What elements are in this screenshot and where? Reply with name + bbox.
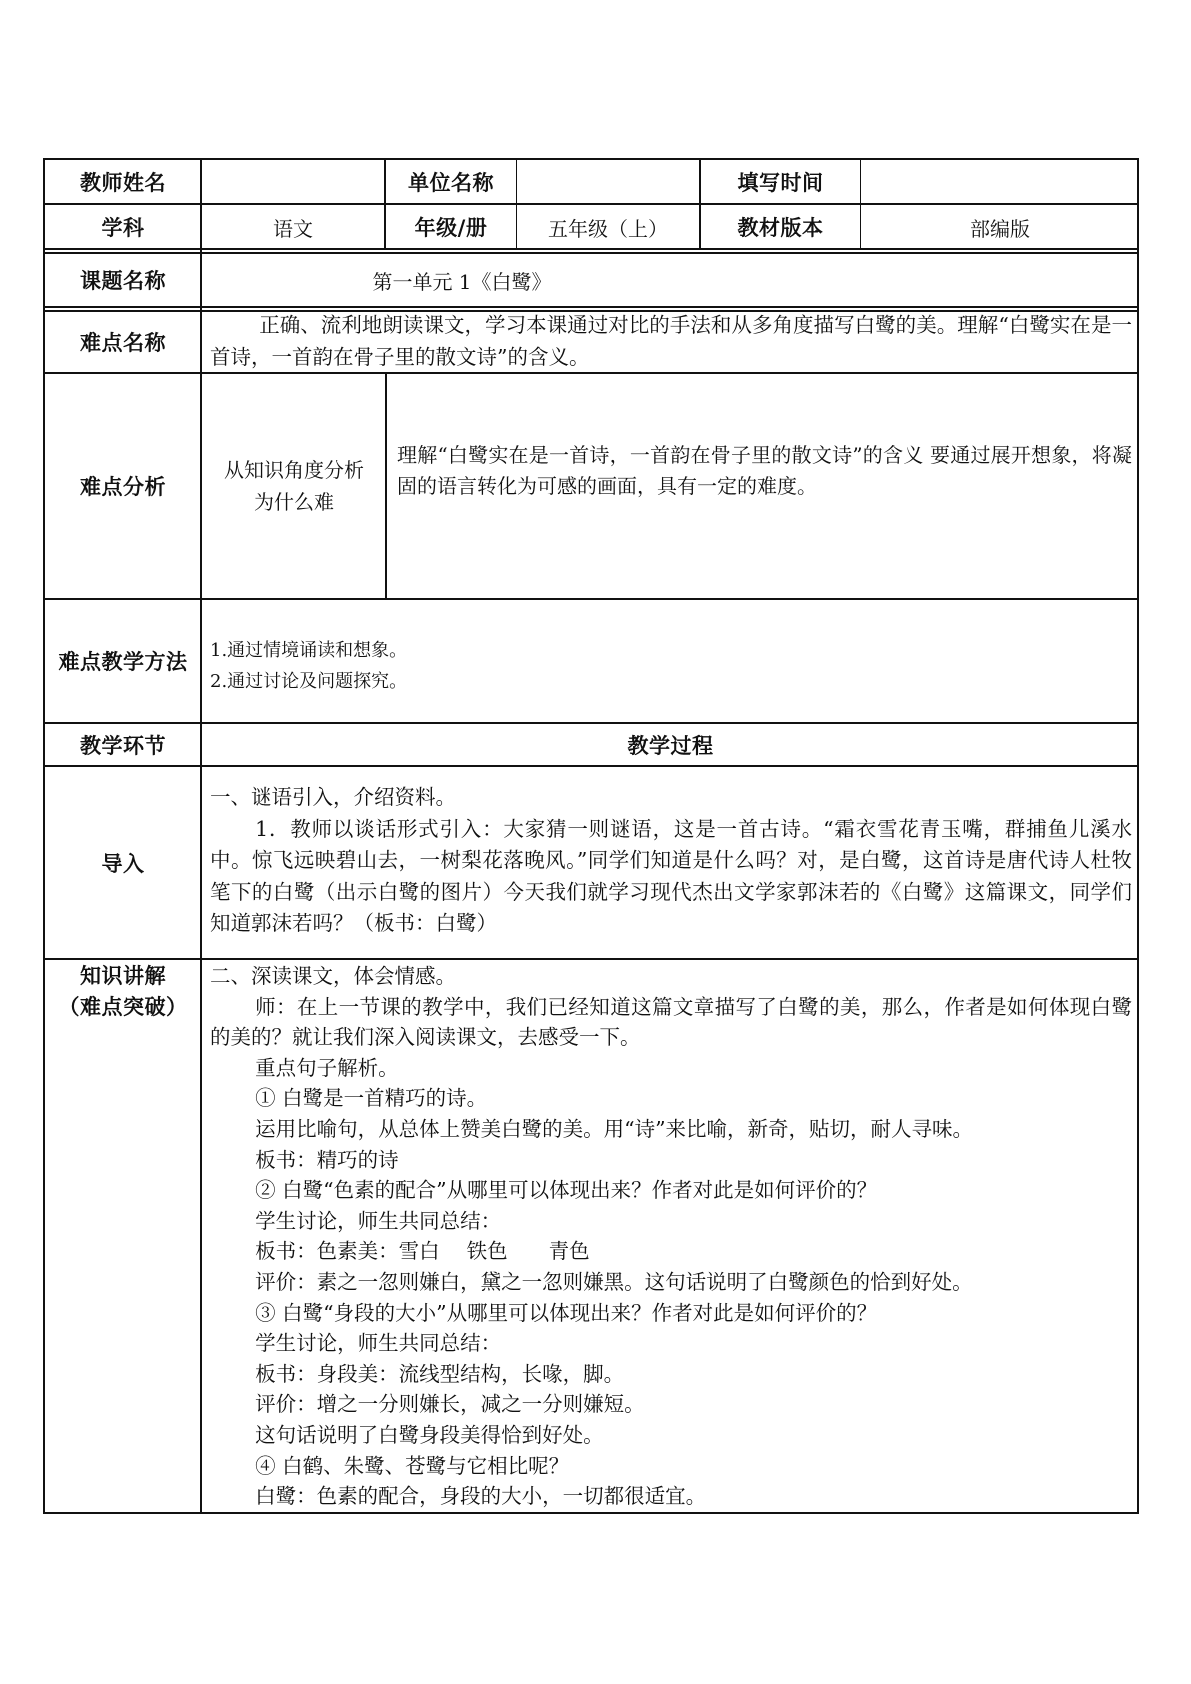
row-divider bbox=[45, 598, 1137, 600]
method-item: 1.通过情境诵读和想象。 bbox=[210, 640, 408, 661]
knowledge-line: 学生讨论，师生共同总结： bbox=[255, 1208, 502, 1233]
method-list bbox=[210, 635, 1110, 697]
topic-label: 课题名称 bbox=[80, 269, 166, 293]
row-divider bbox=[45, 765, 1137, 767]
subject-label: 学科 bbox=[101, 216, 145, 240]
analysis-label: 难点分析 bbox=[80, 475, 166, 499]
knowledge-line: 板书：精巧的诗 bbox=[255, 1147, 399, 1172]
knowledge-line: 评价：增之一分则嫌长，减之一分则嫌短。 bbox=[255, 1392, 645, 1417]
intro-content bbox=[210, 782, 1132, 940]
knowledge-title: 二、深读课文，体会情感。 bbox=[210, 964, 456, 988]
knowledge-line: ① 白鹭是一首精巧的诗。 bbox=[255, 1086, 488, 1111]
knowledge-content bbox=[210, 961, 1132, 1512]
grade-label: 年级/册 bbox=[414, 216, 488, 240]
analysis-text: 理解“白鹭实在是一首诗，一首韵在骨子里的散文诗”的含义 要通过展开想象，将凝固的语言转化为可感的画面，具有一定的难度。 bbox=[397, 443, 1132, 498]
analysis-sub-label: 从知识角度分析为什么难 bbox=[224, 458, 364, 514]
knowledge-line: 评价：素之一忽则嫌白，黛之一忽则嫌黑。这句话说明了白鹭颜色的恰到好处。 bbox=[255, 1269, 973, 1294]
knowledge-line: 这句话说明了白鹭身段美得恰到好处。 bbox=[255, 1422, 604, 1447]
column-divider bbox=[385, 372, 387, 598]
knowledge-line: ④ 白鹤、朱鹭、苍鹭与它相比呢？ bbox=[255, 1453, 570, 1478]
row-divider bbox=[45, 958, 1137, 960]
intro-label: 导入 bbox=[101, 851, 145, 876]
grade-value: 五年级（上） bbox=[548, 216, 668, 241]
subject-value: 语文 bbox=[273, 216, 313, 241]
knowledge-line: 板书：身段美：流线型结构，长喙，脚。 bbox=[255, 1361, 625, 1386]
row-divider bbox=[45, 306, 1137, 308]
edition-label: 教材版本 bbox=[737, 216, 824, 240]
fill-date-label: 填写时间 bbox=[737, 171, 824, 195]
unit-name-label: 单位名称 bbox=[408, 171, 494, 195]
intro-text: 1．教师以谈话形式引入：大家猜一则谜语，这是一首古诗。“霜衣雪花青玉嘴，群捕鱼儿溪水中。惊飞远映碧山去，一树梨花落晚风。”同学们知道是什么吗？对，是白鹭，这首诗是唐代诗人杜牧笔下的白鹭（出示白鹭的图片）今天我们就学习现代杰出文学家郭沫若的《白鹭》这篇课文，同学们知道郭沫若吗？（板书：白鹭） bbox=[210, 816, 1132, 935]
unit-name-value bbox=[517, 160, 699, 204]
fill-date-value bbox=[861, 160, 1139, 204]
knowledge-line: 白鹭：色素的配合，身段的大小，一切都很适宜。 bbox=[255, 1484, 707, 1509]
knowledge-line: ③ 白鹭“身段的大小”从哪里可以体现出来？作者对此是如何评价的？ bbox=[255, 1300, 878, 1325]
difficulty-text: 正确、流利地朗读课文，学习本课通过对比的手法和从多角度描写白鹭的美。理解“白鹭实在是一首诗，一首韵在骨子里的散文诗”的含义。 bbox=[210, 313, 1132, 369]
topic-value: 第一单元 1《白鹭》 bbox=[372, 269, 552, 294]
process-step-label: 教学环节 bbox=[80, 733, 166, 758]
method-item: 2.通过讨论及问题探究。 bbox=[210, 671, 408, 692]
knowledge-label bbox=[45, 960, 201, 1023]
knowledge-label-line: （难点突破） bbox=[58, 995, 188, 1019]
knowledge-line: 学生讨论，师生共同总结： bbox=[255, 1331, 502, 1356]
knowledge-line: 运用比喻句，从总体上赞美白鹭的美。用“诗”来比喻，新奇，贴切，耐人寻味。 bbox=[255, 1116, 974, 1141]
knowledge-line: 重点句子解析。 bbox=[255, 1055, 399, 1080]
teacher-name-value bbox=[202, 160, 384, 204]
knowledge-line: 板书：色素美：雪白 铁色 青色 bbox=[255, 1239, 590, 1264]
intro-title: 一、谜语引入，介绍资料。 bbox=[210, 785, 456, 809]
teacher-name-label: 教师姓名 bbox=[80, 171, 166, 195]
lesson-plan-table bbox=[43, 158, 1139, 1514]
difficulty-label: 难点名称 bbox=[80, 331, 166, 355]
method-label: 难点教学方法 bbox=[58, 650, 188, 674]
edition-value: 部编版 bbox=[970, 216, 1030, 241]
knowledge-lead: 师：在上一节课的教学中，我们已经知道这篇文章描写了白鹭的美，那么，作者是如何体现白鹭的美的？就让我们深入阅读课文，去感受一下。 bbox=[210, 994, 1132, 1050]
process-header: 教学过程 bbox=[627, 733, 714, 758]
knowledge-label-line: 知识讲解 bbox=[80, 964, 166, 988]
knowledge-line: ② 白鹭“色素的配合”从哪里可以体现出来？作者对此是如何评价的？ bbox=[255, 1178, 878, 1203]
